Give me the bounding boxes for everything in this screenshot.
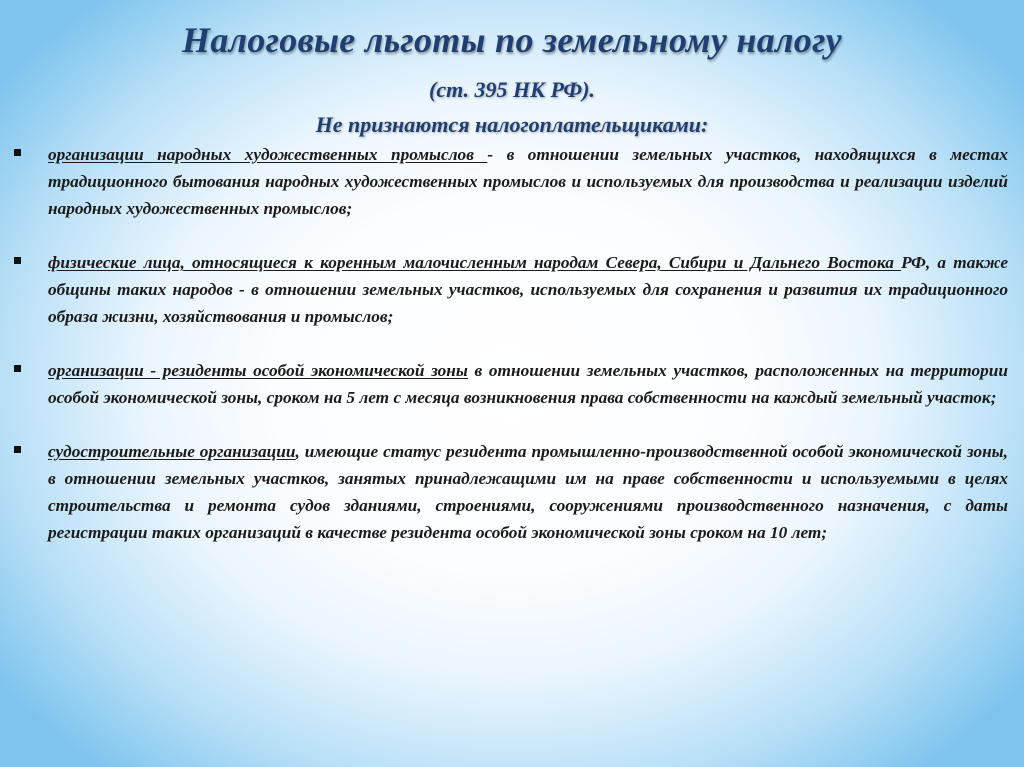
list-item-description: , имеющие статус резидента промышленно-производственной особой экономической зоны, в отношении земельных участков, занятых принадлежащими им на праве собственности и используемыми в целях строительства и ремонта судов зданиями, строениями, сооружениями производственного назначения, с даты регистрации таких организаций в качестве резидента особой экономической зоны сроком на 10 лет;	[48, 442, 1008, 542]
list-item-description: РФ, а также общины таких народов - в отношении земельных участков, используемых для сохранения и развития их традиционного образа жизни, хозяйствования и промыслов;	[48, 253, 1008, 326]
list-item-text	[48, 141, 1008, 222]
list-item	[14, 357, 1008, 411]
list-item-description: - в отношении земельных участков, находящихся в местах традиционного бытования народных художественных промыслов и используемых для производства и реализации изделий народных художественных промыслов;	[48, 145, 1008, 218]
list-item-term: организации народных художественных промыслов	[48, 145, 488, 164]
slide-subtitle-article: (ст. 395 НК РФ).	[429, 77, 595, 102]
list-item	[14, 141, 1008, 222]
list-item-text	[48, 249, 1008, 330]
list-item-term: организации - резиденты особой экономической зоны	[48, 361, 468, 380]
list-item-text	[48, 438, 1008, 546]
square-bullet-icon	[14, 257, 21, 264]
list-item-text	[48, 357, 1008, 411]
square-bullet-icon	[14, 365, 21, 372]
slide-title: Налоговые льготы по земельному налогу	[182, 20, 842, 60]
list-item-term: судостроительные организации	[48, 442, 296, 461]
list-item	[14, 249, 1008, 330]
list-item-description: в отношении земельных участков, расположенных на территории особой экономической зоны, сроком на 5 лет с месяца возникновения права собственности на каждый земельный участок;	[48, 361, 1008, 407]
square-bullet-icon	[14, 446, 21, 453]
square-bullet-icon	[14, 149, 21, 156]
list-item-term: физические лица, относящиеся к коренным малочисленным народам Севера, Сибири и Дальнего Востока	[48, 253, 902, 272]
slide-subtitle-heading: Не признаются налогоплательщиками:	[315, 112, 709, 137]
list-item	[14, 438, 1008, 546]
bullet-list	[14, 141, 1008, 573]
